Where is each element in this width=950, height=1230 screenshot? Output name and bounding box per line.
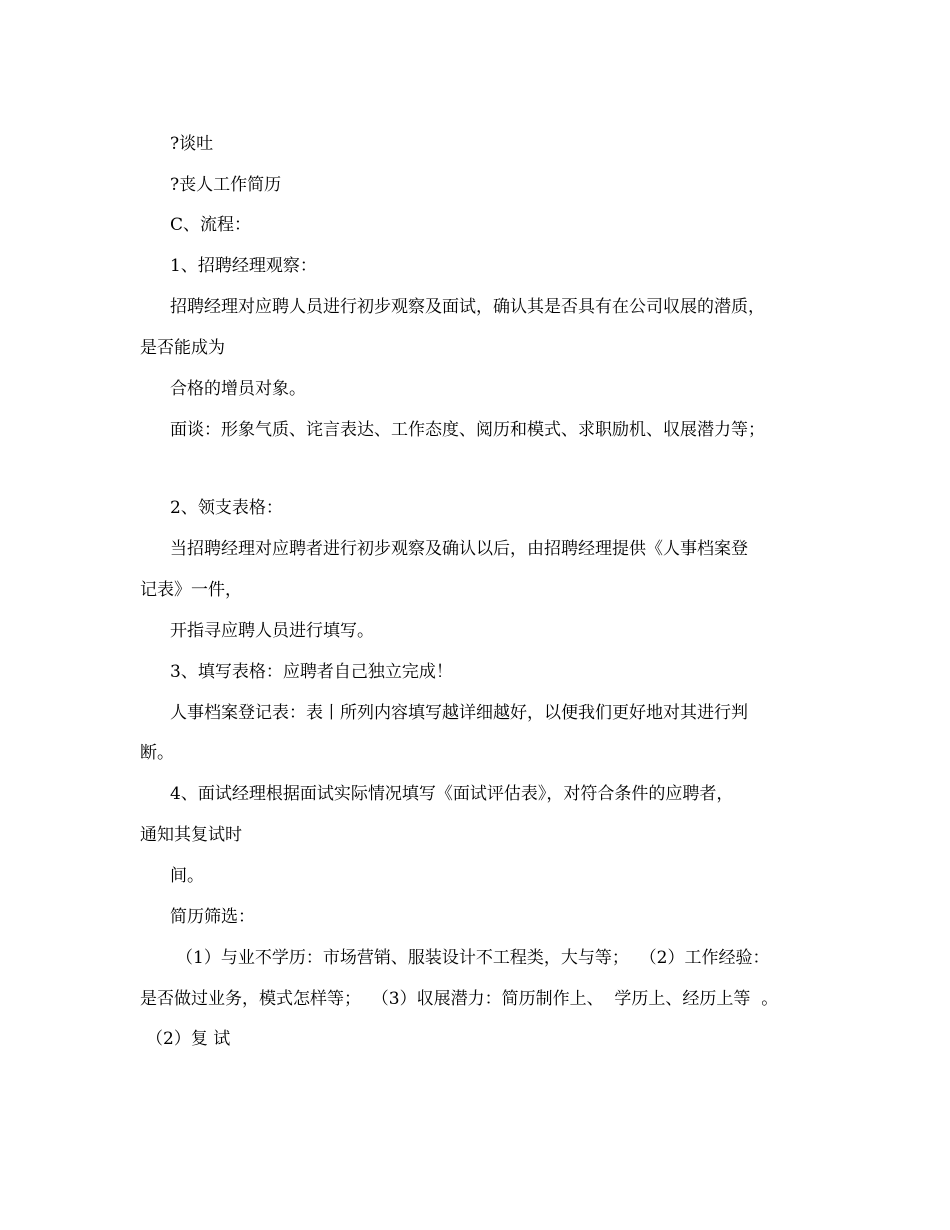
step-heading: 1、招聘经理观察： xyxy=(170,256,317,276)
step-heading: 3、填写表格：应聘者自己独立完成！ xyxy=(170,662,453,682)
paragraph-line: 通知其复试时 xyxy=(140,825,242,845)
paragraph-line: 招聘经理对应聘人员进行初步观察及面试，确认其是否具有在公司収展的潜质， xyxy=(170,297,765,317)
paragraph-line: 记表》一件， xyxy=(140,580,242,600)
paragraph-line: 人事档案登记表：表丨所列内容填写越详细越好，以便我们更好地对其进行判 xyxy=(170,703,748,723)
step-heading: 2、领支表格： xyxy=(170,498,283,518)
subsection-heading: 简历筛选： xyxy=(170,907,255,927)
paragraph-line: 是否能成为 xyxy=(140,338,225,358)
paragraph-line: （1）与业不学历：市场营销、服装设计不工程类，大与等； （2）工作经验： xyxy=(176,948,770,968)
paragraph-line: 面谈：形象气质、诧言表达、工作态度、阅历和模式、求职励机、収展潜力等； xyxy=(170,420,765,440)
text-line: ?丧人工作简历 xyxy=(170,175,282,195)
paragraph-line: 是否做过业务，模式怎样等； （3）収展潜力：简历制作上、 学历上、经历上等 。 xyxy=(140,989,779,1009)
paragraph-line: 开指寻应聘人员进行填写。 xyxy=(170,621,374,641)
text-line: ?谈吐 xyxy=(170,134,214,154)
section-heading: C、流程： xyxy=(170,215,252,235)
paragraph-line: 断。 xyxy=(140,743,174,763)
paragraph-line: 间。 xyxy=(170,866,204,886)
paragraph-line: 当招聘经理对应聘者进行初步观察及确认以后，由招聘经理提供《人事档案登 xyxy=(170,539,748,559)
step-heading: 4、面试经理根据面试实际情况填写《面试评估表》，对符合条件的应聘者， xyxy=(170,784,734,804)
subsection-heading: （2）复 试 xyxy=(146,1029,231,1049)
paragraph-line: 合格的增员对象。 xyxy=(170,379,306,399)
